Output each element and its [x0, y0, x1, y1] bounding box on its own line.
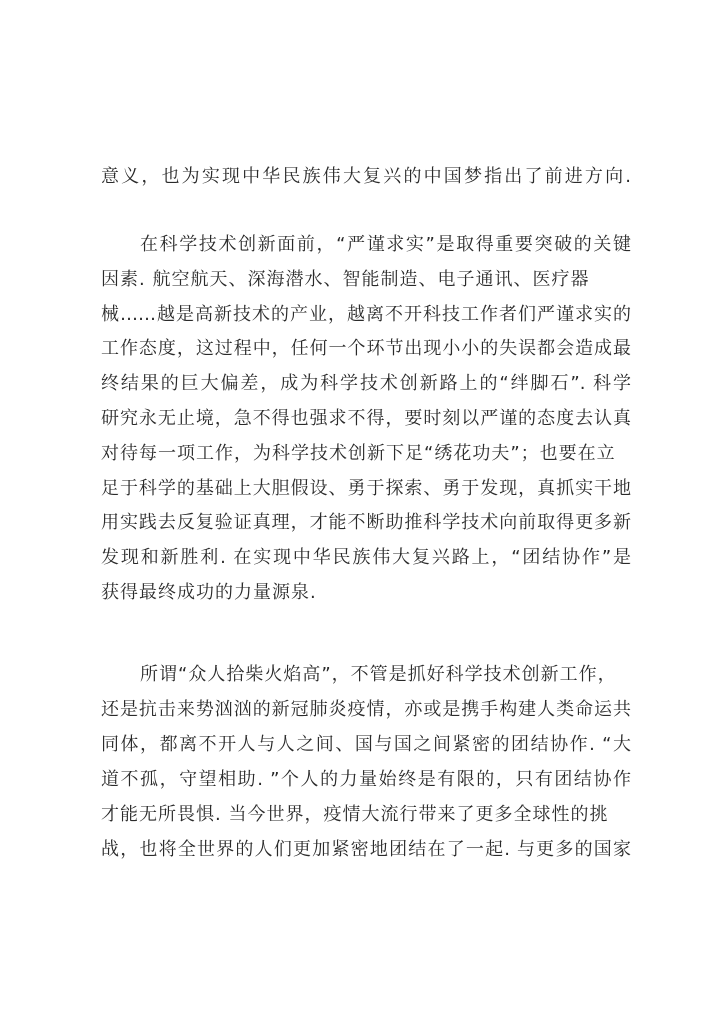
text-line: 所谓“众人拾柴火焰高”，不管是抓好科学技术创新工作， — [140, 664, 617, 685]
text-line: 足于科学的基础上大胆假设、勇于探索、勇于发现，真抓实干地 — [101, 478, 631, 499]
text-line: 械……越是高新技术的产业，越离不开科技工作者们严谨求实的 — [101, 304, 631, 325]
text-line: 终结果的巨大偏差，成为科学技术创新路上的“绊脚石”. 科学 — [101, 373, 631, 394]
text-line: 研究永无止境，急不得也强求不得，要时刻以严谨的态度去认真 — [101, 408, 631, 429]
text-line: 战，也将全世界的人们更加紧密地团结在了一起. 与更多的国家 — [101, 839, 631, 860]
text-line: 因素. 航空航天、深海潜水、智能制造、电子通讯、医疗器 — [101, 269, 590, 290]
text-line: 对待每一项工作，为科学技术创新下足“绣花功夫”；也要在立 — [101, 443, 616, 464]
text-line: 还是抗击来势汹汹的新冠肺炎疫情，亦或是携手构建人类命运共 — [101, 699, 631, 720]
text-line: 用实践去反复验证真理，才能不断助推科学技术向前取得更多新 — [101, 512, 631, 533]
text-line: 道不孤，守望相助. ”个人的力量始终是有限的，只有团结协作 — [101, 769, 631, 790]
text-line: 获得最终成功的力量源泉. — [101, 582, 317, 603]
text-line: 同体，都离不开人与人之间、国与国之间紧密的团结协作. “大 — [101, 734, 631, 755]
text-line: 发现和新胜利. 在实现中华民族伟大复兴路上，“团结协作”是 — [101, 547, 631, 568]
text-line: 才能无所畏惧. 当今世界，疫情大流行带来了更多全球性的挑 — [101, 804, 609, 825]
text-line: 意义，也为实现中华民族伟大复兴的中国梦指出了前进方向. — [101, 166, 631, 187]
text-line: 工作态度，这过程中，任何一个环节出现小小的失误都会造成最 — [101, 338, 631, 359]
text-line: 在科学技术创新面前，“严谨求实”是取得重要突破的关键 — [140, 234, 631, 255]
